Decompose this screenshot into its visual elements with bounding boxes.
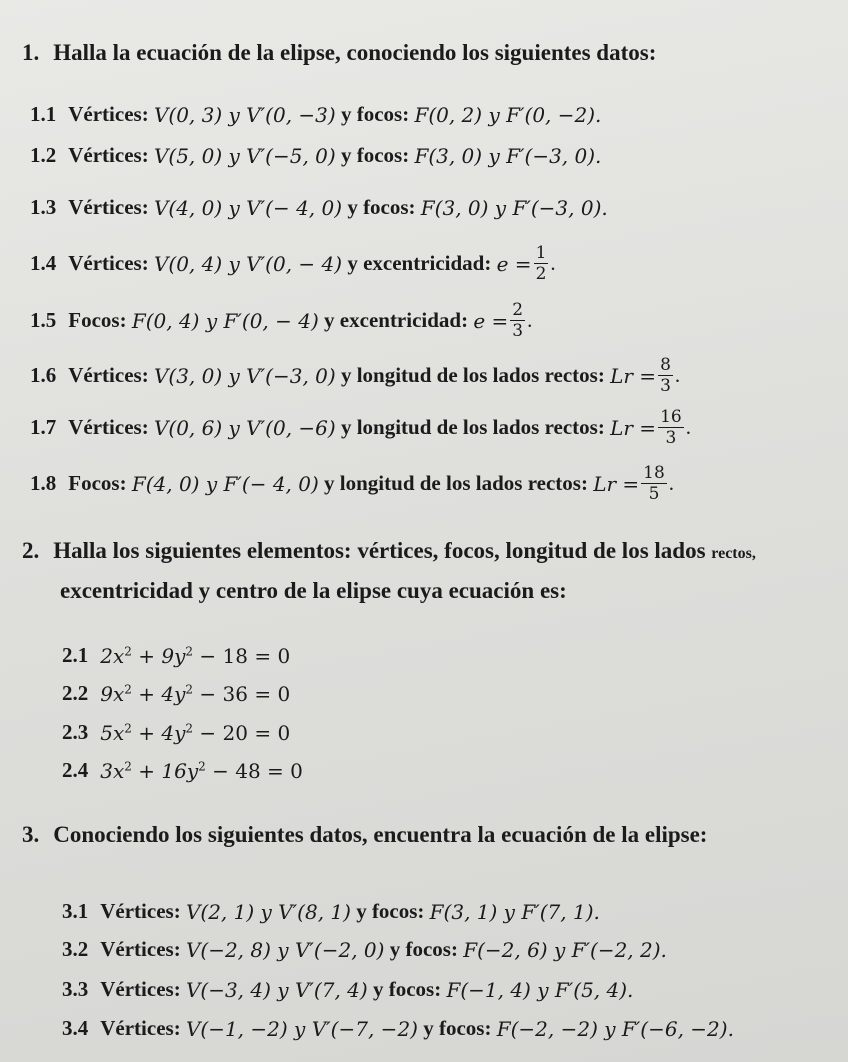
problem-1-number: 1. — [22, 40, 40, 65]
item-1-2: 1.2 Vértices: V(5, 0) y V′(−5, 0) y focos: F(3, 0) y F′(−3, 0). — [30, 143, 602, 168]
problem-3-heading: 3. Conociendo los siguientes datos, encuentra la ecuación de la elipse: — [22, 822, 708, 847]
fraction: $\frac{18}{5}$ — [643, 463, 665, 504]
item-1-1: 1.1 Vértices: V(0, 3) y V′(0, −3) y focos: F(0, 2) y F′(0, −2). — [30, 102, 602, 127]
fraction: $\frac{1}{2}$ — [535, 243, 547, 284]
fraction: $\frac{8}{3}$ — [660, 355, 671, 396]
item-2-3: 2.3 $5x^2 + 4y^2 - 20 = 0$ — [62, 720, 291, 745]
problem-1-title: Halla la ecuación de la elipse, conociendo los siguientes datos: — [53, 40, 657, 65]
fraction: $\frac{2}{3}$ — [512, 300, 524, 341]
item-1-5: 1.5 Focos: F(0, 4) y F′(0, − 4) y excentricidad: e = $\frac{2}{3}$ . — [30, 300, 533, 341]
problem-2-heading-line2: excentricidad y centro de la elipse cuya ecuación es: — [60, 578, 567, 603]
item-1-4: 1.4 Vértices: V(0, 4) y V′(0, − 4) y excentricidad: e = $\frac{1}{2}$ . — [30, 243, 556, 284]
item-1-7: 1.7 Vértices: V(0, 6) y V′(0, −6) y longitud de los lados rectos: Lr = $\frac{16}{3}$ . — [30, 407, 691, 448]
problem-2-heading: 2. Halla los siguientes elementos: vértices, focos, longitud de los lados rectos, — [22, 538, 756, 563]
item-3-1: 3.1 Vértices: V(2, 1) y V′(8, 1) y focos: F(3, 1) y F′(7, 1). — [62, 899, 600, 924]
item-2-2: 2.2 $9x^2 + 4y^2 - 36 = 0$ — [62, 681, 291, 706]
item-3-4: 3.4 Vértices: V(−1, −2) y V′(−7, −2) y focos: F(−2, −2) y F′(−6, −2). — [62, 1016, 734, 1041]
item-1-6: 1.6 Vértices: V(3, 0) y V′(−3, 0) y longitud de los lados rectos: Lr = $\frac{8}{3}$ . — [30, 355, 681, 396]
fraction: $\frac{16}{3}$ — [660, 407, 682, 448]
item-1-3: 1.3 Vértices: V(4, 0) y V′(− 4, 0) y focos: F(3, 0) y F′(−3, 0). — [30, 195, 608, 220]
item-3-3: 3.3 Vértices: V(−3, 4) y V′(7, 4) y focos: F(−1, 4) y F′(5, 4). — [62, 977, 634, 1002]
item-2-4: 2.4 $3x^2 + 16y^2 - 48 = 0$ — [62, 758, 303, 783]
problem-1-heading — [22, 40, 656, 66]
item-2-1: 2.1 $2x^2 + 9y^2 - 18 = 0$ — [62, 643, 291, 668]
item-3-2: 3.2 Vértices: V(−2, 8) y V′(−2, 0) y focos: F(−2, 6) y F′(−2, 2). — [62, 937, 667, 962]
item-1-8: 1.8 Focos: F(4, 0) y F′(− 4, 0) y longitud de los lados rectos: Lr = $\frac{18}{5}$ . — [30, 463, 675, 504]
